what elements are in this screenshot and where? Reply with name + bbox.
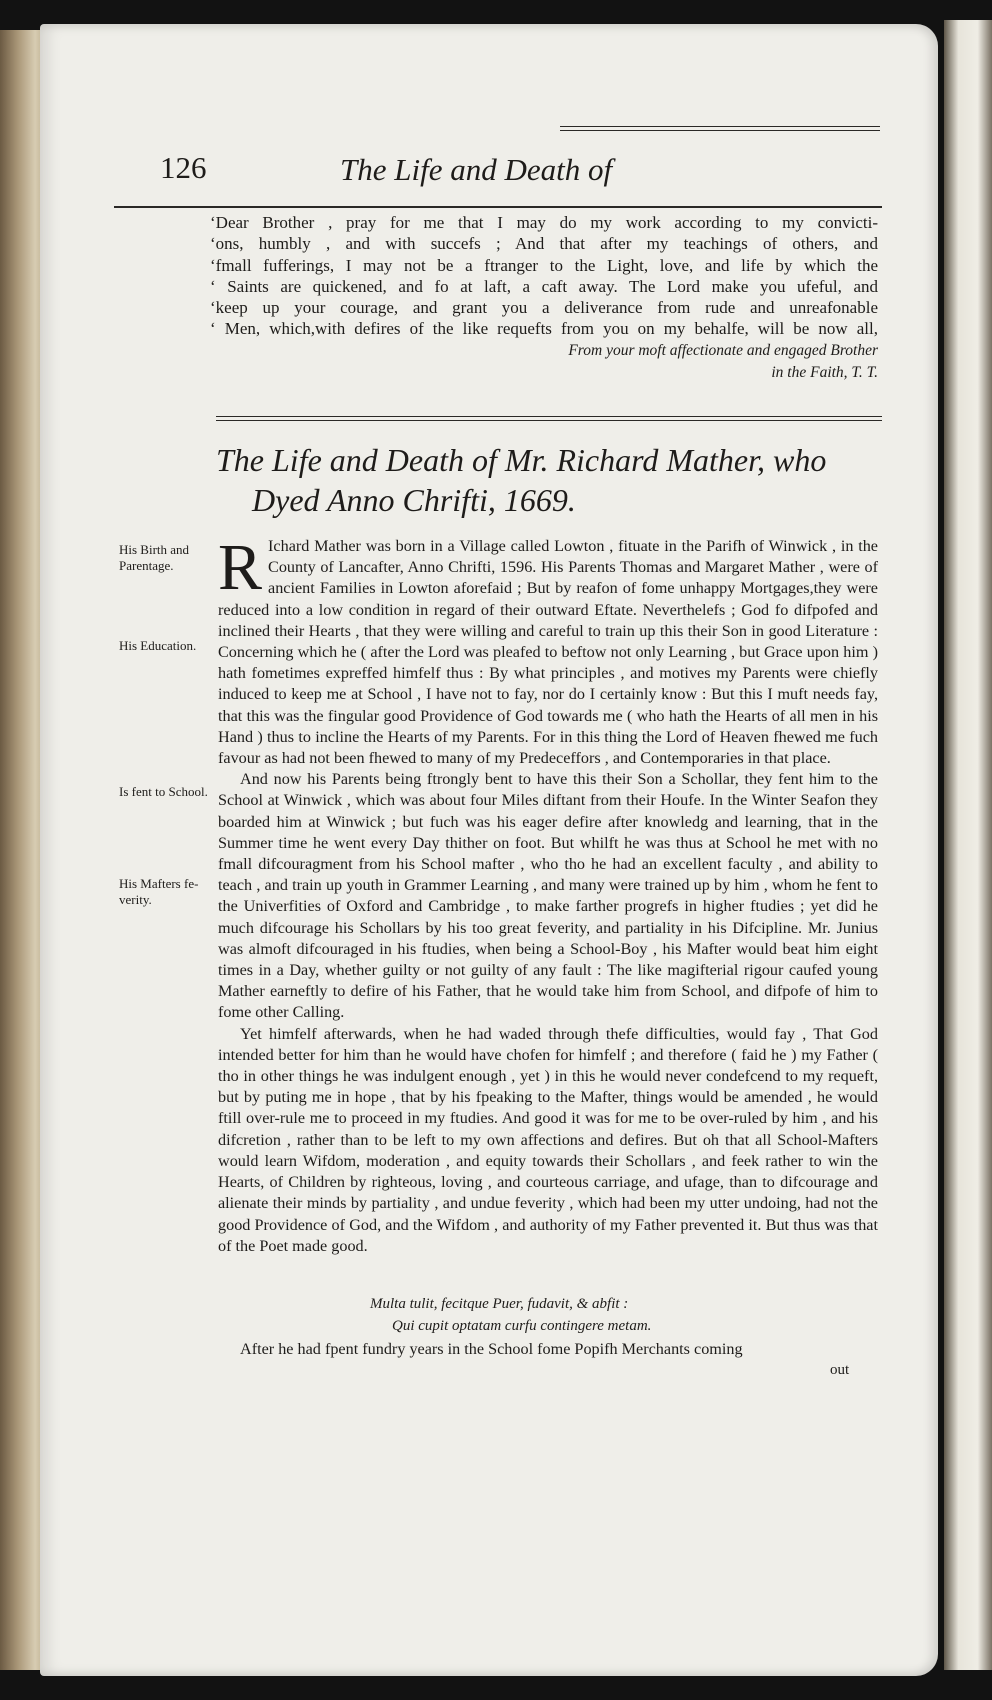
book-page	[40, 24, 938, 1676]
letter-signature-2: in the Faith, T. T.	[771, 364, 878, 381]
chapter-title-line2: Dyed Anno Chrifti, 1669.	[252, 482, 576, 518]
paragraph	[218, 531, 878, 769]
paragraph-text: Ichard Mather was born in a Village called Lowton , fituate in the Parifh of Winwick , in the County of Lancafter, Anno Chrifti, 1596. His Parents Thomas and Margaret Mather , were of ancient Families in Lowton aforefaid ; But by reafon of fome unhappy Mortgages,they were reduced into a low condition in regard of their outward Eftate. Neverthelefs ; God fo difpofed and inclined their Hearts , that they were willing and careful to train up this their Son in good Literature : Concerning which he ( after the Lord was pleafed to beftow not only Learning , but Grace upon him ) hath fometimes expreffed himfelf thus : By what principles , and motives my Parents were chiefly induced to keep me at School , I have not to fay, nor do I certainly know : But this I muft needs fay, that this was the fingular good Providence of God towards me ( who hath the Hearts of all men in his Hand ) thus to incline the Hearts of my Parents. For in this thing the Lord of Heaven fhewed me fuch favour as had not been fhewed to many of my Predeceffors , and Contemporaries in that place.	[218, 537, 878, 768]
letter-line: ‘Dear Brother , pray for me that I may do my work according to my convicti-	[210, 213, 878, 232]
verse-line: Qui cupit optatam curfu contingere metam.	[392, 1318, 652, 1334]
letter-line: ‘ Saints are quickened, and fo at laft, a caft away. The Lord make you ufeful, and	[210, 276, 878, 296]
letter-line: ‘ Men, which,with defires of the like requefts from you on my behalfe, will be now all,	[210, 319, 878, 339]
page-number: 126	[160, 150, 207, 185]
catchword: out	[830, 1362, 850, 1378]
letter-block	[210, 212, 878, 340]
paragraph: And now his Parents being ftrongly bent to have this their Son a Schollar, they fent him to the School at Winwick , which was about four Miles diftant from their Houfe. In the Winter Seafon they boarded him at Winwick ; but fuch was his eager defire after knowledg and learning, that in the Summer time he went every Day thither on foot. But whilft he was thus at School he met with no fmall difcouragment from his School mafter , who tho he had an excellent faculty , and ability to teach , and train up youth in Grammer Learning , and many were trained up by him , whom he fent to the Univerfities of Oxford and Cambridge , to make farther progrefs in higher ftudies ; yet did he much difcourage his Schollars by his too great feverity, and partiality in his Difcipline. Mr. Junius was almoft difcouraged in his ftudies, when being a School-Boy , his Mafter would beat him eight times in a Day, whether guilty or not guilty of any fault : The like magifterial rigour caufed young Mather earneftly to defire of his Father, that he would take him from School, and difpofe of him to fome other Calling.	[218, 770, 878, 1022]
last-line: After he had fpent fundry years in the School fome Popifh Merchants coming	[240, 1340, 743, 1358]
verse-line: Multa tulit, fecitque Puer, fudavit, & abfit :	[370, 1296, 629, 1312]
body-text	[218, 531, 878, 1257]
running-title: The Life and Death of	[340, 152, 613, 187]
section-rule	[216, 416, 882, 417]
margin-note: Is fent to School.	[119, 784, 208, 799]
margin-note: His Birth and Parentage.	[119, 542, 190, 573]
drop-cap: R	[218, 531, 263, 604]
chapter-title-line1: The Life and Death of Mr. Richard Mather, who	[216, 442, 827, 478]
section-rule-2	[216, 420, 882, 421]
top-rule-2	[560, 130, 880, 131]
header-rule	[114, 206, 882, 208]
margin-note: His Mafters fe-verity.	[119, 876, 199, 907]
paragraph: Yet himfelf afterwards, when he had waded through thefe difficulties, would fay , That God intended better for him than he would have chofen for himfelf ; and therefore ( faid he ) my Father ( tho in other things he was indulgent enough , yet ) in this he would never condefcend to my requeft, but by puting me in hope , that by his fpeaking to the Mafter, things would be amended , he would ftill over-rule me to proceed in my ftudies. And good it was for me to be over-ruled by him , and his difcretion , rather than to be left to my own affections and defires. But oh that all School-Mafters would learn Wifdom, moderation , and equity towards their Schollars , and feek rather to win the Hearts, of Children by righteous, loving , and courteous carriage, and ufage, than to difcourage and alienate their minds by partiality , and undue feverity , which had been my utter undoing, had not the good Providence of God, and the Wifdom , and authority of my Father prevented it. But thus was that of the Poet made good.	[218, 1024, 878, 1255]
letter-signature: From your moft affectionate and engaged Brother	[568, 342, 878, 359]
chapter-title	[216, 440, 896, 520]
letter-line: ‘ons, humbly , and with succefs ; And that after my teachings of others, and	[210, 234, 878, 254]
letter-line: ‘fmall fufferings, I may not be a ftranger to the Light, love, and life by which the	[210, 255, 878, 275]
book-edge-left	[0, 30, 44, 1670]
margin-note: His Education.	[119, 638, 197, 653]
letter-line: ‘keep up your courage, and grant you a deliverance from rude and unreafonable	[210, 298, 878, 318]
book-edge-right	[944, 20, 992, 1670]
top-rule	[560, 126, 880, 127]
